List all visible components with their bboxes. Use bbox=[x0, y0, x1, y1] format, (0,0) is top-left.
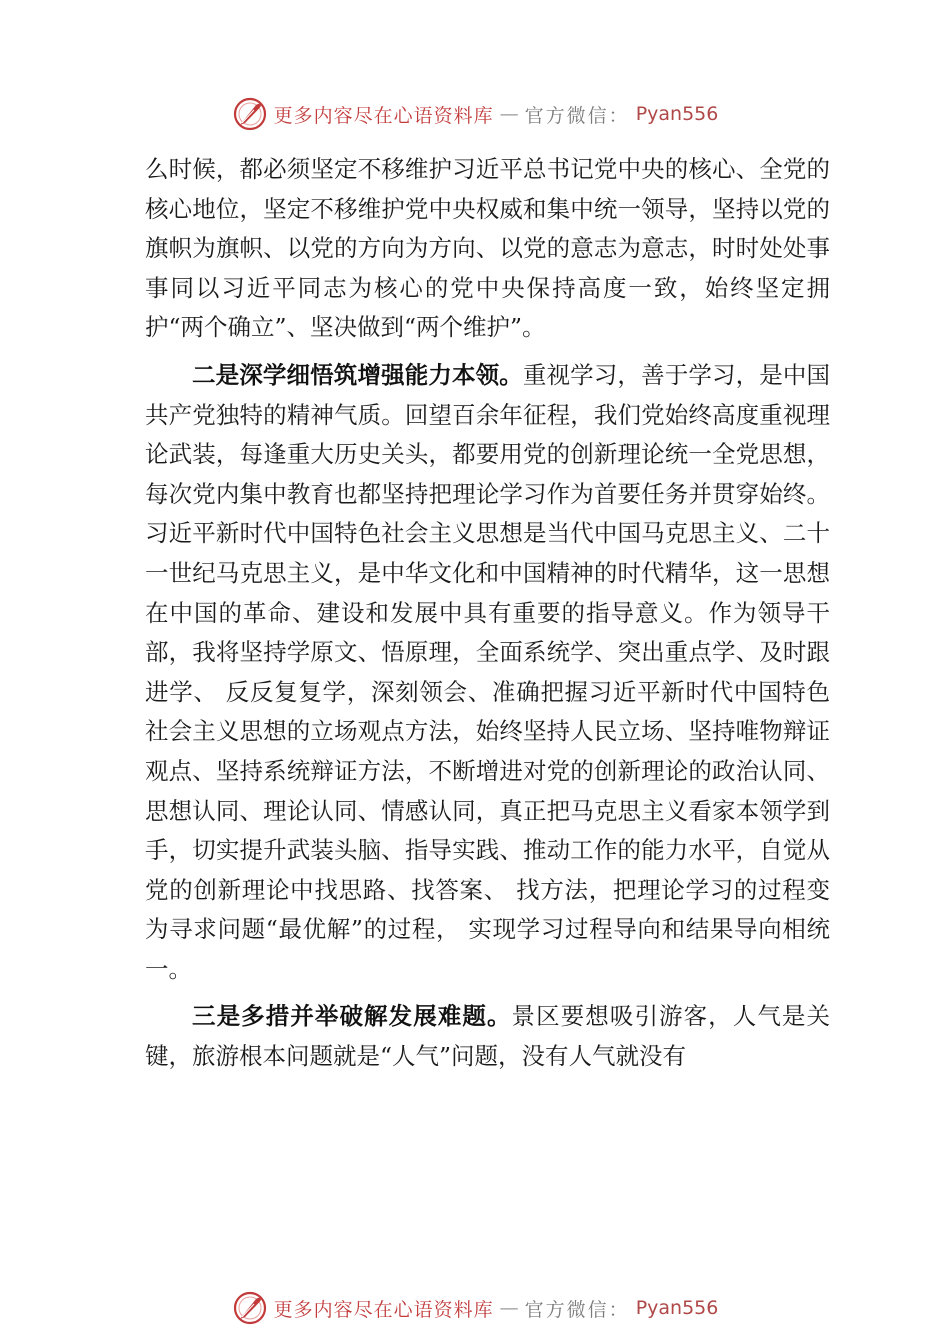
watermark-site-text: 更多内容尽在心语资料库 bbox=[273, 104, 494, 127]
watermark-wechat-label: 官方微信： bbox=[524, 104, 630, 127]
paragraph-body: 么时候，都必须坚定不移维护习近平总书记党中央的核心、全党的核心地位，坚定不移维护党中央权威和集中统一领导，坚持以党的旗帜为旗帜、以党的方向为方向、以党的意志为意志，时时处处事事同以习近平同志为核心的党中央保持高度一致，始终坚定拥护“两个确立”、坚决做到“两个维护”。 bbox=[145, 155, 830, 342]
paragraph-body: 景区要想吸引游客，人气是关键，旅游根本问题就是“人气”问题，没有人气就没有 bbox=[145, 1002, 831, 1071]
paragraph-lead-heading: 二是深学细悟筑增强能力本领。 bbox=[192, 360, 523, 389]
watermark-wechat-id: Pyan556 bbox=[635, 1297, 719, 1319]
watermark-wechat-id: Pyan556 bbox=[635, 103, 719, 125]
paragraph-lead-heading: 三是多措并举破解发展难题。 bbox=[192, 1002, 512, 1031]
footer-watermark bbox=[0, 1288, 950, 1328]
document-body bbox=[145, 150, 830, 1077]
watermark-wechat-label: 官方微信： bbox=[524, 1298, 630, 1321]
watermark-site-text: 更多内容尽在心语资料库 bbox=[273, 1298, 494, 1321]
watermark-separator: — bbox=[499, 1297, 519, 1319]
header-watermark bbox=[0, 94, 950, 134]
paragraph-point-two bbox=[145, 356, 830, 990]
quill-pen-seal-icon bbox=[232, 1290, 268, 1326]
paragraph-continuation bbox=[145, 150, 830, 348]
quill-pen-seal-icon bbox=[232, 96, 268, 132]
watermark-separator: — bbox=[499, 103, 519, 125]
paragraph-body: 重视学习，善于学习，是中国共产党独特的精神气质。回望百余年征程，我们党始终高度重视理论武装，每逢重大历史关头，都要用党的创新理论统一全党思想，每次党内集中教育也都坚持把理论学习作为首要任务并贯穿始终。习近平新时代中国特色社会主义思想是当代中国马克思主义、二十一世纪马克思主义，是中华文化和中国精神的时代精华，这一思想在中国的革命、建设和发展中具有重要的指导意义。作为领导干部，我将坚持学原文、悟原理，全面系统学、突出重点学、及时跟进学、 反反复复学，深刻领会、准确把握习近平新时代中国特色社会主义思想的立场观点方法，始终坚持人民立场、坚持唯物辩证观点、坚持系统辩证方法，不断增进对党的创新理论的政治认同、思想认同、理论认同、情感认同，真正把马克思主义看家本领学到手，切实提升武装头脑、指导实践、推动工作的能力水平，自觉从党的创新理论中找思路、找答案、 找方法，把理论学习的过程变为寻求问题“最优解”的过程， 实现学习过程导向和结果导向相统一。 bbox=[145, 360, 831, 983]
paragraph-point-three bbox=[145, 997, 830, 1076]
